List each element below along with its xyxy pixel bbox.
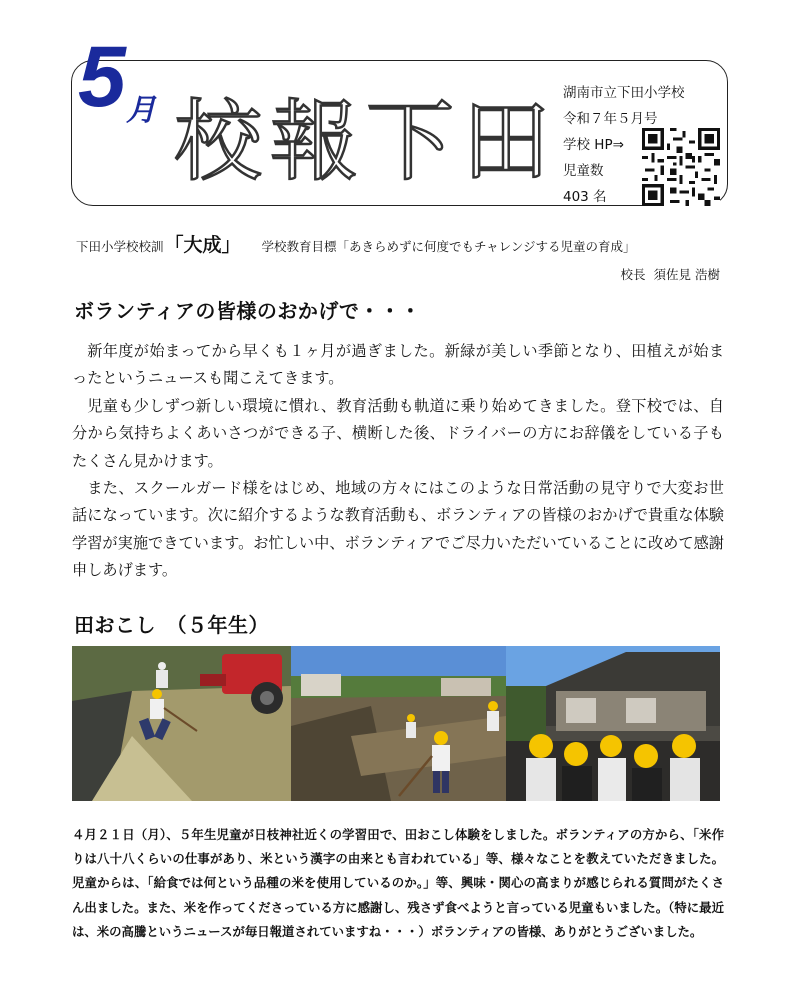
field-tractor-photo bbox=[72, 646, 291, 801]
student-count-label: 児童数 bbox=[563, 163, 604, 179]
school-name: 湖南市立下田小学校 bbox=[563, 85, 685, 101]
homepage-qr-code-icon[interactable] bbox=[642, 128, 720, 206]
issue-date: 令和７年５月号 bbox=[563, 111, 658, 127]
article-paragraph: 新年度が始まってから早くも１ヶ月が過ぎました。新緑が美しい季節となり、田植えが始まったというニュースも聞こえてきます。 bbox=[72, 342, 724, 388]
students-listening-photo bbox=[506, 646, 720, 801]
school-homepage-label: 学校 HP⇒ bbox=[563, 137, 624, 153]
principal-line bbox=[621, 265, 721, 283]
article-paragraph: 児童も少しずつ新しい環境に慣れ、教育活動も軌道に乗り始めてきました。登下校では、自分から気持ちよくあいさつができる子、横断した後、ドライバーの方にお辞儀をしている子もたくさん見かけます。 bbox=[72, 396, 724, 470]
issue-month-number: 5 bbox=[78, 29, 124, 125]
article-body bbox=[72, 338, 724, 585]
education-goal-label: 学校教育目標 bbox=[261, 239, 337, 254]
student-count-value: 403 名 bbox=[563, 189, 607, 205]
principal-role: 校長 bbox=[620, 267, 646, 282]
newsletter-title: 校報下田 bbox=[174, 90, 559, 193]
article-paragraph: また、スクールガード様をはじめ、地域の方々にはこのような日常活動の見守りで大変お世話になっています。次に紹介するような教育活動も、ボランティアの皆様のおかげで貴重な体験学習が実施できています。お忙しい中、ボランティアでご尽力いただいていることに改めて感謝申しあげます。 bbox=[72, 479, 724, 580]
event-caption: ４月２１日（月）、５年生児童が日枝神社近くの学習田で、田おこし体験をしました。ボランティアの方から、「米作りは八十八くらいの仕事があり、米という漢字の由来とも言われている」等、様々なことを教えていただきました。児童からは、「給食では何という品種の米を使用しているのか。」等、興味・関心の高まりが感じられる質問がたくさん出ました。また、米を作ってくださっている方に感謝し、残さず食べようと言っている児童もいました。（特に最近は、米の高騰というニュースが毎日報道されていますね・・・）ボランティアの皆様、ありがとうございました。 bbox=[72, 827, 724, 939]
issue-month-label: 月 bbox=[126, 93, 156, 128]
school-motto: 「大成」 bbox=[164, 234, 241, 256]
school-motto-label: 下田小学校校訓 bbox=[76, 239, 164, 254]
article-heading: ボランティアの皆様のおかげで・・・ bbox=[74, 299, 421, 323]
event-heading: 田おこし （５年生） bbox=[74, 613, 269, 637]
event-photo-strip bbox=[72, 646, 720, 801]
school-motto-line bbox=[76, 230, 636, 257]
field-digging-photo bbox=[291, 646, 506, 801]
education-goal: 「あきらめずに何度でもチャレンジする児童の育成」 bbox=[336, 239, 636, 254]
principal-name: 須佐見 浩樹 bbox=[653, 267, 720, 282]
